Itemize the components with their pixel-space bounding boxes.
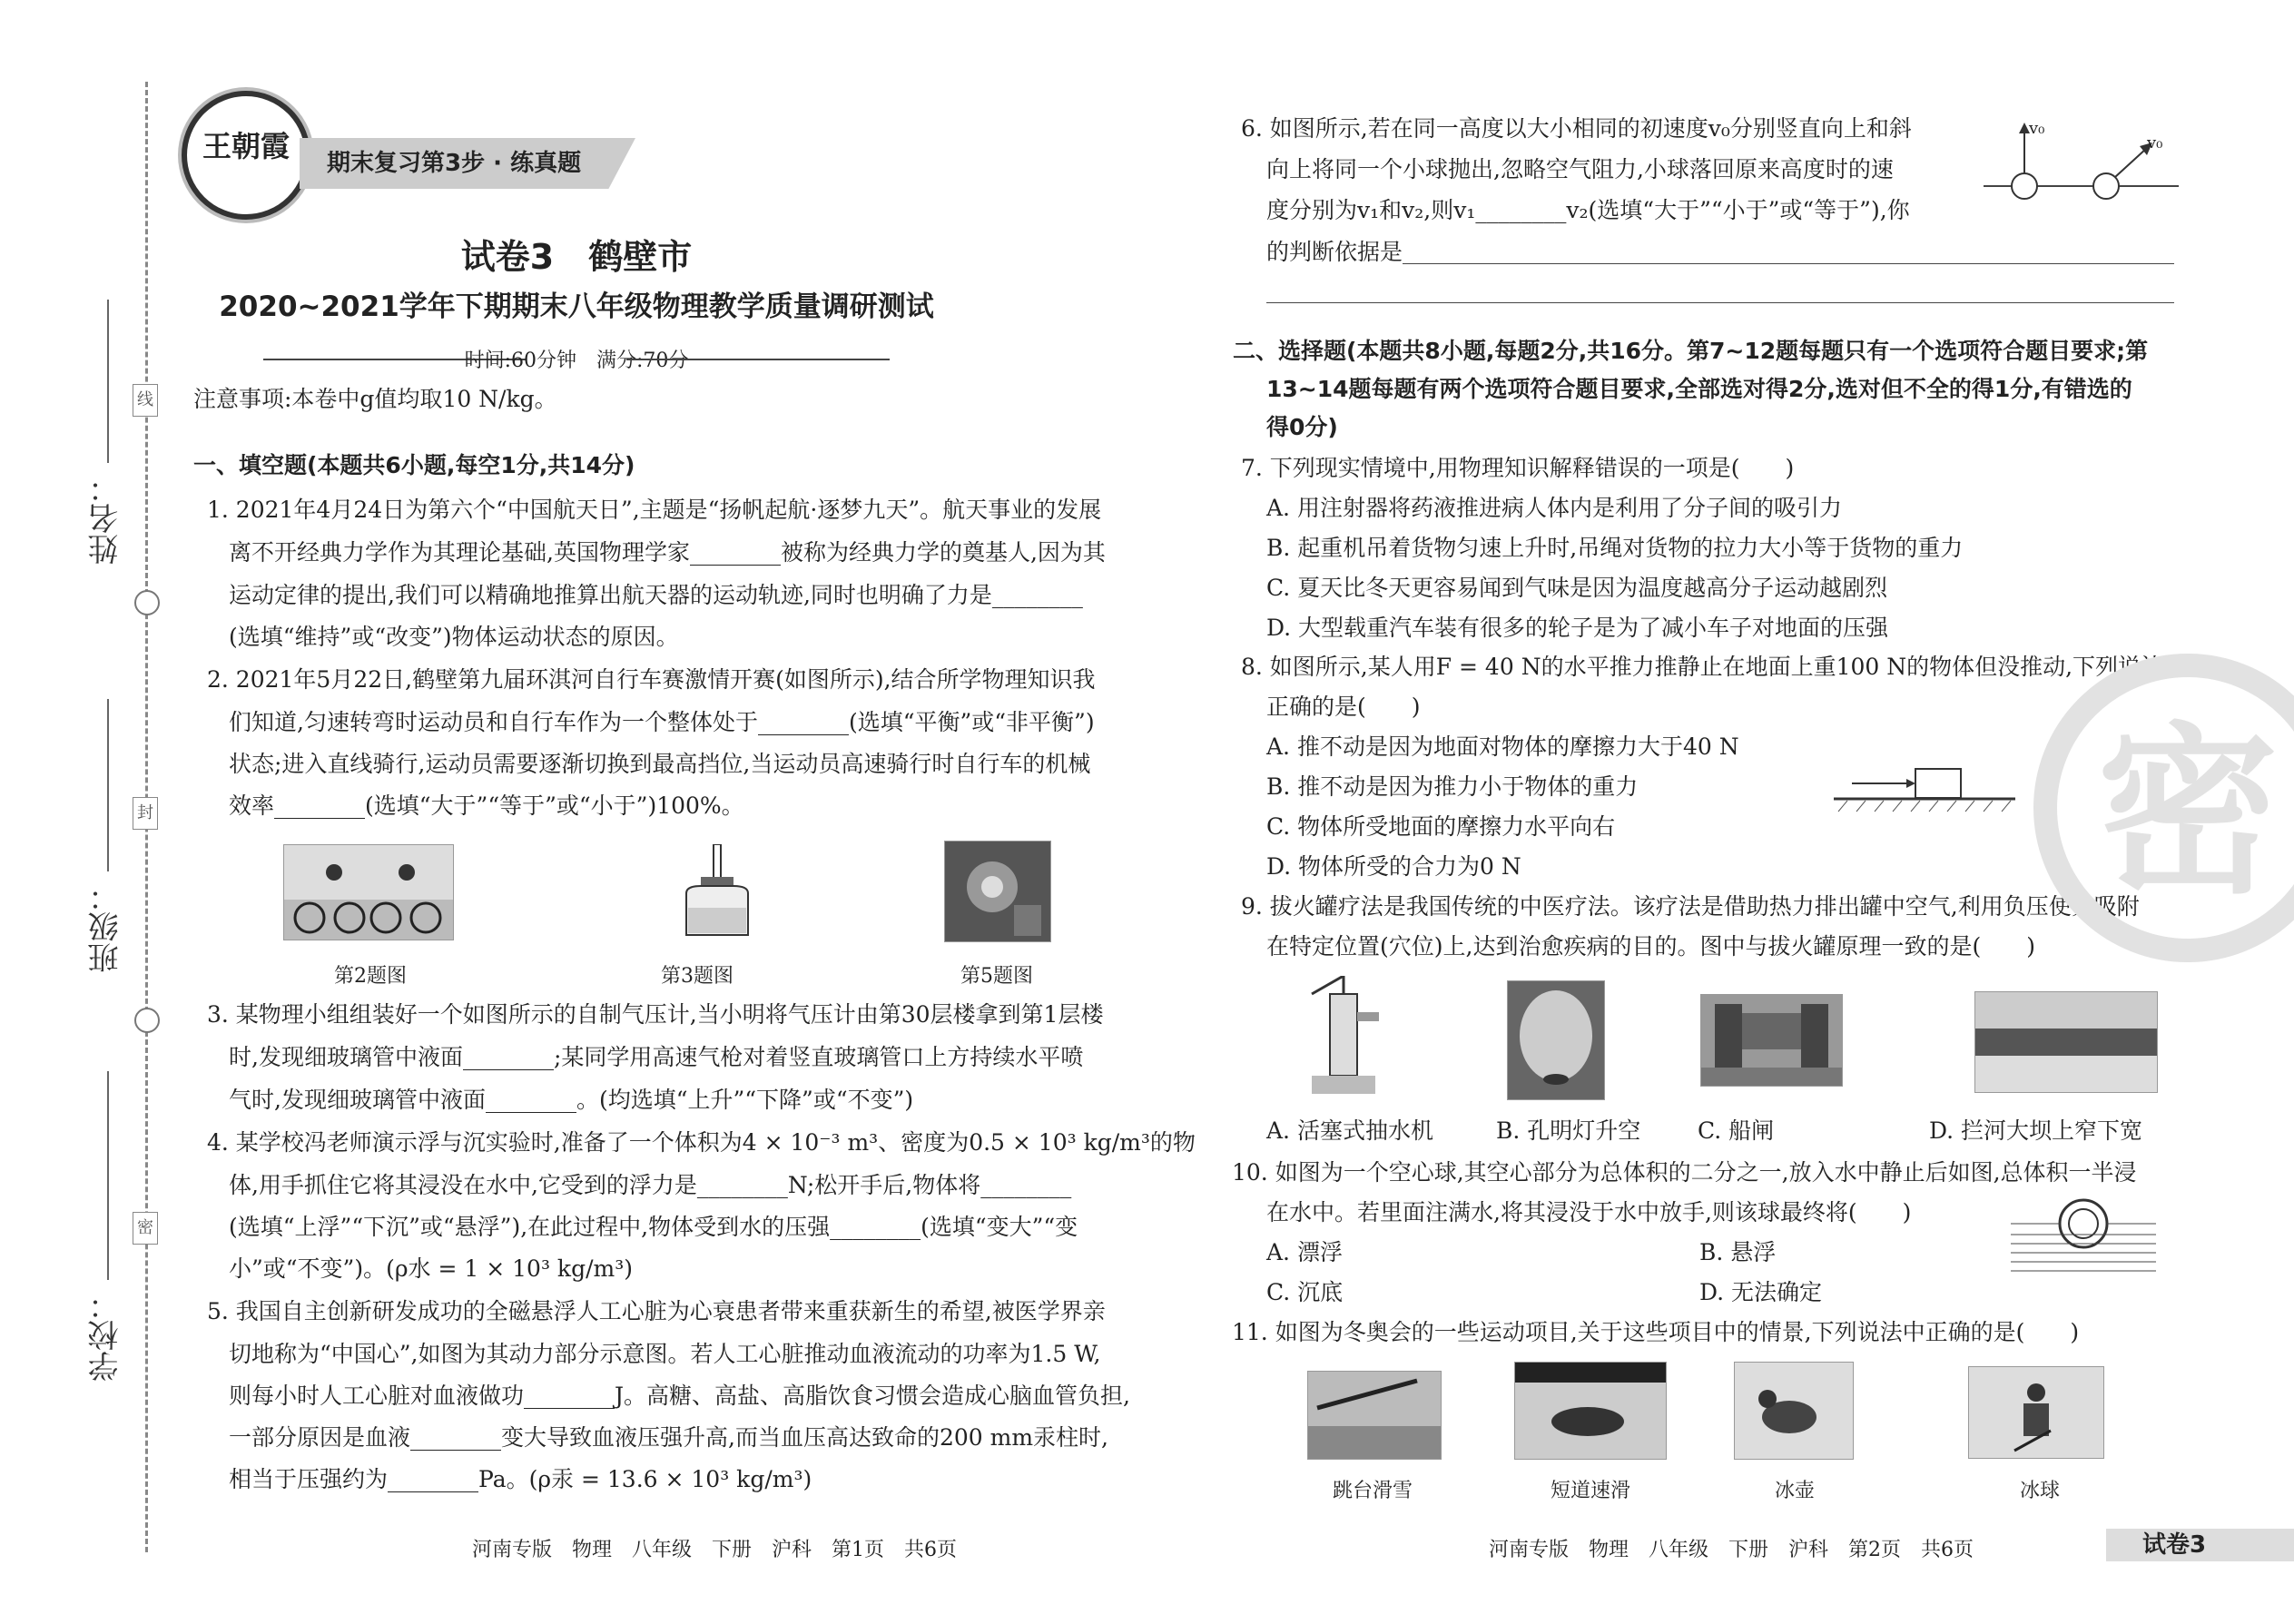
name-field[interactable]	[107, 300, 109, 463]
exam-meta: 时间:60分钟 满分:70分	[464, 349, 689, 372]
q11-caption-curling: 冰壶	[1775, 1480, 1816, 1502]
q10-stem: 10. 如图为一个空心球,其空心部分为总体积的二分之一,放入水中静止后如图,总体积一半浸	[1232, 1159, 2137, 1186]
q11-caption-ice-hockey: 冰球	[2020, 1480, 2061, 1502]
artificial-heart-photo	[944, 841, 1051, 942]
school-field[interactable]	[107, 1071, 109, 1280]
q9-stem: 在特定位置(穴位)上,达到治愈疾病的目的。图中与拔火罐原理一致的是( )	[1266, 933, 2035, 960]
ship-lock-photo	[1700, 994, 1843, 1087]
footer-tag: 试卷3	[2142, 1531, 2207, 1559]
q6-fig-label-v0: v₀	[2147, 133, 2163, 153]
seal-char-feng: 封	[133, 797, 158, 830]
q8-stem: 8. 如图所示,某人用F = 40 N的水平推力推静止在地面上重100 N的物体但没推动,下列说法	[1241, 654, 2164, 680]
q9-option-c[interactable]: C. 船闸	[1698, 1117, 1775, 1144]
q9-option-d[interactable]: D. 拦河大坝上窄下宽	[1929, 1117, 2143, 1144]
q7-option[interactable]: C. 夏天比冬天更容易闻到气味是因为温度越高分子运动越剧烈	[1266, 575, 1888, 601]
seal-char-mi: 密	[133, 1212, 158, 1245]
meta-rule-right	[626, 359, 890, 360]
q7-option[interactable]: B. 起重机吊着货物匀速上升时,吊绳对货物的拉力大小等于货物的重力	[1266, 535, 1964, 561]
notice: 注意事项:本卷中g值均取10 N/kg。	[193, 386, 557, 412]
short-track-photo	[1514, 1362, 1667, 1460]
q10-option-c[interactable]: C. 沉底	[1266, 1279, 1344, 1305]
q4-line: (选填“上浮”“下沉”或“悬浮”),在此过程中,物体受到水的压强________(选填“变大”“变	[229, 1214, 1078, 1240]
q11-caption-ski-jump: 跳台滑雪	[1333, 1480, 1413, 1502]
q7-stem: 7. 下列现实情境中,用物理知识解释错误的一项是( )	[1241, 455, 1795, 481]
fig3-caption: 第3题图	[661, 965, 733, 988]
dam-photo	[1974, 991, 2158, 1093]
fig5-caption: 第5题图	[960, 965, 1033, 988]
q6-answer-line-2[interactable]	[1266, 302, 2174, 303]
q9-option-b[interactable]: B. 孔明灯升空	[1496, 1117, 1641, 1144]
q10-option-a[interactable]: A. 漂浮	[1266, 1239, 1343, 1265]
section2-heading: 13~14题每题有两个选项符合题目要求,全部选对得2分,选对但不全的得1分,有错选的	[1266, 376, 2132, 402]
q6-line: 6. 如图所示,若在同一高度以大小相同的初速度v₀分别竖直向上和斜	[1241, 115, 1912, 142]
q4-line: 体,用手抓住它将其浸没在水中,它受到的浮力是________N;松开手后,物体将________	[229, 1172, 1072, 1198]
q2-line: 效率________(选填“大于”“等于”或“小于”)100%。	[229, 792, 744, 819]
seal-ring-icon	[134, 590, 160, 615]
ski-jump-photo	[1307, 1371, 1442, 1460]
hollow-ball-figure	[2011, 1191, 2156, 1282]
q6-answer-line[interactable]	[1403, 263, 2174, 264]
q1-line: (选填“维持”或“改变”)物体运动状态的原因。	[229, 624, 679, 650]
brand-logo	[182, 91, 310, 220]
piston-pump-figure	[1303, 976, 1390, 1103]
section2-heading: 得0分)	[1266, 414, 1338, 440]
q6-line: 的判断依据是	[1266, 239, 1403, 265]
q7-option[interactable]: D. 大型载重汽车装有很多的轮子是为了减小车子对地面的压强	[1266, 615, 1889, 641]
q5-line: 切地称为“中国心”,如图为其动力部分示意图。若人工心脏推动血液流动的功率为1.5 W,	[229, 1341, 1101, 1367]
q1-line: 运动定律的提出,我们可以精确地推算出航天器的运动轨迹,同时也明确了力是________	[229, 582, 1083, 608]
q8-option[interactable]: B. 推不动是因为推力小于物体的重力	[1266, 773, 1639, 800]
section1-heading: 一、填空题(本题共6小题,每空1分,共14分)	[193, 452, 635, 478]
q3-line: 时,发现细玻璃管中液面________;某同学用高速气枪对着竖直玻璃管口上方持续水平喷	[229, 1044, 1084, 1070]
q5-line: 相当于压强约为________Pa。(ρ汞 = 13.6 × 10³ kg/m³)	[229, 1466, 812, 1492]
q11-stem: 11. 如图为冬奥会的一些运动项目,关于这些项目中的情景,下列说法中正确的是( )	[1232, 1319, 2080, 1345]
q6-line: 度分别为v₁和v₂,则v₁________v₂(选填“大于”“小于”或“等于”),你	[1266, 197, 1910, 223]
q6-line: 向上将同一个小球抛出,忽略空气阻力,小球落回原来高度时的速	[1266, 156, 1894, 182]
brand-name: 王朝霞	[202, 129, 290, 163]
q7-option[interactable]: A. 用注射器将药液推进病人体内是利用了分子间的吸引力	[1266, 495, 1842, 521]
q10-stem: 在水中。若里面注满水,将其浸没于水中放手,则该球最终将( )	[1266, 1199, 1912, 1225]
q8-option[interactable]: A. 推不动是因为地面对物体的摩擦力大于40 N	[1266, 733, 1739, 760]
q2-line: 2. 2021年5月22日,鹤壁第九届环淇河自行车赛激情开赛(如图所示),结合所学物理知识我	[207, 666, 1096, 693]
section2-heading: 二、选择题(本题共8小题,每题2分,共16分。第7~12题每题只有一个选项符合题目要求;第	[1233, 338, 2149, 364]
q11-caption-short-track: 短道速滑	[1551, 1480, 1631, 1502]
name-label: 姓名：	[88, 472, 124, 565]
watermark-char: 密	[2096, 707, 2279, 919]
q8-block-figure	[1834, 764, 2015, 815]
banner-text: 期末复习第3步 · 练真题	[327, 150, 582, 177]
q3-line: 气时,发现细玻璃管中液面________。(均选填“上升”“下降”或“不变”)	[229, 1087, 914, 1113]
q4-line: 4. 某学校冯老师演示浮与沉实验时,准备了一个体积为4 × 10⁻³ m³、密度为0.5 × 10³ kg/m³的物	[207, 1129, 1196, 1156]
barometer-figure	[674, 844, 761, 939]
seal-ring-icon	[134, 1008, 160, 1033]
q10-option-b[interactable]: B. 悬浮	[1699, 1239, 1777, 1265]
seal-char-xian: 线	[133, 384, 158, 417]
q9-option-a[interactable]: A. 活塞式抽水机	[1266, 1117, 1433, 1144]
ice-hockey-photo	[1968, 1366, 2104, 1459]
q5-line: 5. 我国自主创新研发成功的全磁悬浮人工心脏为心衰患者带来重获新生的希望,被医学界亲	[207, 1298, 1106, 1324]
q2-line: 们知道,匀速转弯时运动员和自行车作为一个整体处于________(选填“平衡”或“非平衡”)	[229, 709, 1095, 735]
q8-option[interactable]: D. 物体所受的合力为0 N	[1266, 853, 1521, 880]
footer-left: 河南专版 物理 八年级 下册 沪科 第1页 共6页	[472, 1539, 957, 1561]
q8-option[interactable]: C. 物体所受地面的摩擦力水平向右	[1266, 813, 1616, 840]
q6-figure	[1984, 113, 2179, 200]
q10-option-d[interactable]: D. 无法确定	[1699, 1279, 1823, 1305]
paper-title: 试卷3 鹤壁市	[460, 237, 693, 277]
q1-line: 离不开经典力学作为其理论基础,英国物理学家________被称为经典力学的奠基人,因为其	[229, 539, 1106, 566]
cyclists-photo	[283, 844, 454, 940]
sky-lantern-photo	[1507, 980, 1605, 1100]
q5-line: 一部分原因是血液________变大导致血液压强升高,而当血压高达致命的200 mm汞柱时,	[229, 1424, 1108, 1451]
curling-photo	[1734, 1362, 1854, 1460]
footer-right: 河南专版 物理 八年级 下册 沪科 第2页 共6页	[1489, 1539, 1974, 1561]
class-label: 班级：	[88, 881, 124, 973]
school-label: 学校：	[88, 1289, 124, 1382]
q3-line: 3. 某物理小组组装好一个如图所示的自制气压计,当小明将气压计由第30层楼拿到第1层楼	[207, 1001, 1104, 1028]
q1-line: 1. 2021年4月24日为第六个“中国航天日”,主题是“扬帆起航·逐梦九天”。航天事业的发展	[207, 497, 1102, 523]
q4-line: 小”或“不变”)。(ρ水 = 1 × 10³ kg/m³)	[229, 1255, 633, 1282]
q2-line: 状态;进入直线骑行,运动员需要逐渐切换到最高挡位,当运动员高速骑行时自行车的机械	[229, 751, 1091, 777]
q5-line: 则每小时人工心脏对血液做功________J。高糖、高盐、高脂饮食习惯会造成心脑血管负担,	[229, 1383, 1130, 1409]
q8-stem: 正确的是( )	[1266, 694, 1421, 720]
q9-stem: 9. 拔火罐疗法是我国传统的中医疗法。该疗法是借助热力排出罐中空气,利用负压使其吸附	[1241, 893, 2140, 920]
class-field[interactable]	[107, 699, 109, 871]
paper-subtitle: 2020~2021学年下期期末八年级物理教学质量调研测试	[219, 290, 934, 323]
fig2-caption: 第2题图	[334, 965, 407, 988]
q6-fig-label-v0: v₀	[2029, 119, 2045, 138]
